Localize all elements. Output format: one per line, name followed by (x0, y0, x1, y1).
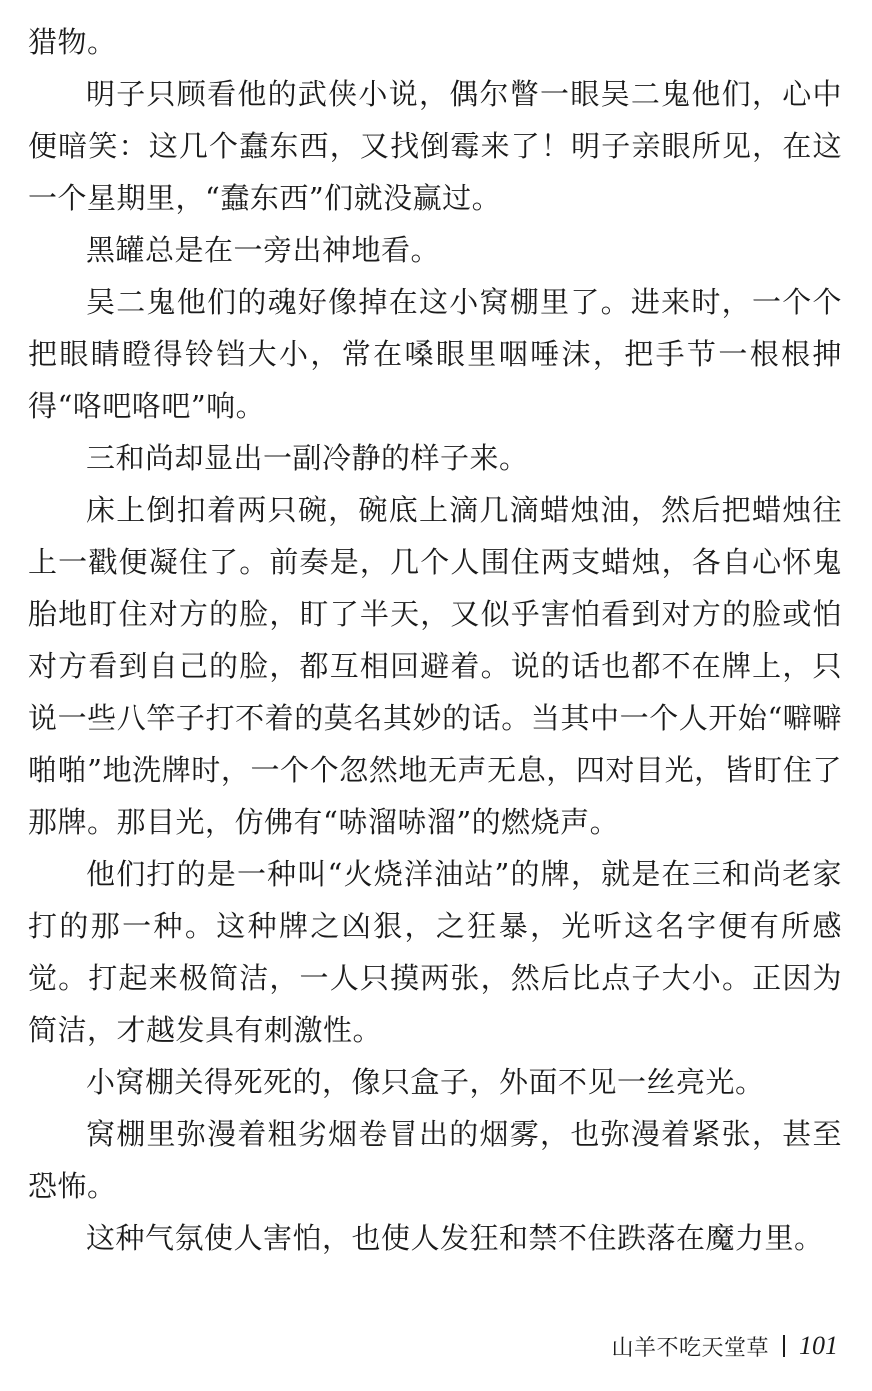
paragraph-4: 吴二鬼他们的魂好像掉在这小窝棚里了。进来时，一个个把眼睛瞪得铃铛大小，常在嗓眼里咽唾沫，把手节一根根抻得“咯吧咯吧”响。 (28, 285, 842, 423)
running-title: 山羊不吃天堂草 (611, 1335, 769, 1361)
paragraph-2: 明子只顾看他的武侠小说，偶尔瞥一眼吴二鬼他们，心中便暗笑：这几个蠢东西，又找倒霉来了！明子亲眼所见，在这一个星期里，“蠢东西”们就没赢过。 (28, 77, 842, 215)
page-number: 101 (799, 1331, 838, 1360)
footer-divider (783, 1335, 785, 1357)
paragraph-7: 他们打的是一种叫“火烧洋油站”的牌，就是在三和尚老家打的那一种。这种牌之凶狠，之狂暴，光听这名字便有所感觉。打起来极简洁，一人只摸两张，然后比点子大小。正因为简洁，才越发具有刺激性。 (28, 857, 842, 1047)
paragraph-3: 黑罐总是在一旁出神地看。 (86, 233, 441, 267)
paragraph-8: 小窝棚关得死死的，像只盒子，外面不见一丝亮光。 (86, 1065, 765, 1099)
paragraph-1: 猎物。 (28, 25, 117, 59)
paragraph-9: 窝棚里弥漫着粗劣烟卷冒出的烟雾，也弥漫着紧张，甚至恐怖。 (28, 1117, 842, 1203)
paragraph-6: 床上倒扣着两只碗，碗底上滴几滴蜡烛油，然后把蜡烛往上一戳便凝住了。前奏是，几个人围住两支蜡烛，各自心怀鬼胎地盯住对方的脸，盯了半天，又似乎害怕看到对方的脸或怕对方看到自己的脸，都互相回避着。说的话也都不在牌上，只说一些八竿子打不着的莫名其妙的话。当其中一个人开始“噼噼啪啪”地洗牌时，一个个忽然地无声无息，四对目光，皆盯住了那牌。那目光，仿佛有“哧溜哧溜”的燃烧声。 (28, 493, 842, 839)
paragraph-5: 三和尚却显出一副冷静的样子来。 (86, 441, 529, 475)
page-body (28, 16, 842, 1264)
page-footer (611, 1326, 838, 1366)
paragraph-10: 这种气氛使人害怕，也使人发狂和禁不住跌落在魔力里。 (86, 1221, 824, 1255)
